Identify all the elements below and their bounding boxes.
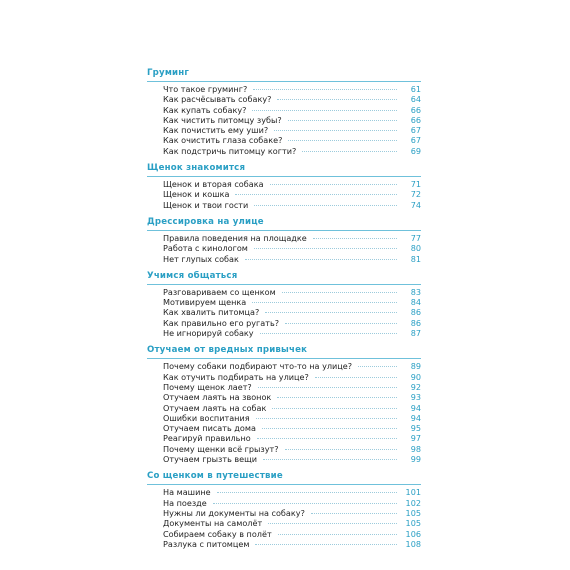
section-title: Дрессировка на улице — [147, 216, 264, 227]
entry-title: Нет глупых собак — [163, 253, 239, 264]
dot-leader — [277, 397, 397, 398]
toc-entry — [163, 94, 421, 104]
dot-leader — [315, 377, 397, 378]
dot-leader — [252, 110, 397, 111]
section-title: Щенок знакомится — [147, 163, 246, 174]
toc-entry — [163, 233, 421, 243]
dot-leader — [285, 323, 397, 324]
toc-entry-list — [147, 361, 421, 464]
toc-entry — [163, 382, 421, 392]
page-number: 86 — [410, 307, 421, 318]
entry-title: Почему щенки всё грызут? — [163, 443, 279, 454]
entry-title: Как правильно его ругать? — [163, 317, 280, 328]
dot-leader — [272, 408, 397, 409]
page-number: 84 — [410, 297, 421, 308]
entry-title: Реагируй правильно — [163, 433, 251, 444]
page-number: 101 — [405, 487, 421, 498]
toc-entry — [163, 413, 421, 423]
entry-title: Отучаем грызть вещи — [163, 454, 258, 465]
page-number: 93 — [410, 392, 421, 403]
dot-leader — [277, 99, 397, 100]
dot-leader — [288, 120, 397, 121]
dot-leader — [235, 194, 397, 195]
entry-title: Как отучить подбирать на улице? — [163, 371, 309, 382]
page-number: 97 — [410, 433, 421, 444]
toc-entry-list — [147, 179, 421, 210]
page-number: 67 — [410, 135, 421, 146]
page-number: 83 — [410, 286, 421, 297]
dot-leader — [313, 238, 397, 239]
section-divider — [147, 230, 421, 231]
dot-leader — [245, 259, 397, 260]
dot-leader — [217, 492, 397, 493]
entry-title: Щенок и вторая собака — [163, 179, 264, 190]
toc-section — [147, 162, 421, 210]
page-number: 72 — [410, 189, 421, 200]
section-title: Учимся общаться — [147, 270, 238, 281]
section-divider — [147, 176, 421, 177]
dot-leader — [262, 428, 397, 429]
entry-title: На машине — [163, 487, 211, 498]
toc-section — [147, 216, 421, 264]
entry-title: На поезде — [163, 497, 207, 508]
entry-title: Не игнорируй собаку — [163, 328, 254, 339]
toc-section — [147, 67, 421, 156]
dot-leader — [254, 248, 397, 249]
dot-leader — [278, 534, 397, 535]
dot-leader — [285, 449, 397, 450]
page-number: 74 — [410, 199, 421, 210]
page-number: 61 — [410, 84, 421, 94]
page-number: 66 — [410, 104, 421, 115]
toc-entry — [163, 297, 421, 307]
page-number: 87 — [410, 328, 421, 339]
toc-entry — [163, 372, 421, 382]
page-number: 80 — [410, 243, 421, 254]
dot-leader — [265, 312, 397, 313]
section-title: Груминг — [147, 68, 190, 78]
toc-entry — [163, 444, 421, 454]
toc-entry — [163, 200, 421, 210]
entry-title: Ошибки воспитания — [163, 412, 250, 423]
entry-title: Щенок и твои гости — [163, 199, 249, 210]
toc-entry — [163, 454, 421, 464]
toc-entry — [163, 189, 421, 199]
toc-entry — [163, 84, 421, 94]
toc-entry — [163, 529, 421, 539]
page-number: 71 — [410, 179, 421, 190]
entry-title: Правила поведения на площадке — [163, 232, 307, 243]
toc-entry — [163, 254, 421, 264]
entry-title: Разговариваем со щенком — [163, 286, 276, 297]
entry-title: Как хвалить питомца? — [163, 307, 260, 318]
toc-entry-list — [147, 287, 421, 338]
entry-title: Разлука с питомцем — [163, 538, 250, 549]
toc-entry — [163, 179, 421, 189]
entry-title: Мотивируем щенка — [163, 297, 247, 308]
entry-title: Работа с кинологом — [163, 243, 248, 254]
dot-leader — [252, 302, 397, 303]
page-number: 89 — [410, 361, 421, 372]
entry-title: Нужны ли документы на собаку? — [163, 507, 305, 518]
toc-entry — [163, 125, 421, 135]
toc-entry — [163, 539, 421, 549]
dot-leader — [257, 438, 397, 439]
toc-entry-list — [147, 84, 421, 156]
dot-leader — [254, 205, 397, 206]
dot-leader — [268, 523, 397, 524]
page-number: 92 — [410, 381, 421, 392]
page-number: 69 — [410, 145, 421, 156]
entry-title: Как почистить ему уши? — [163, 125, 269, 136]
page-number: 102 — [405, 497, 421, 508]
table-of-contents — [147, 67, 421, 555]
section-title: Со щенком в путешествие — [147, 471, 283, 482]
page-number: 94 — [410, 412, 421, 423]
page-number: 108 — [405, 538, 421, 549]
dot-leader — [260, 333, 397, 334]
section-title: Отучаем от вредных привычек — [147, 345, 308, 356]
toc-entry — [163, 518, 421, 528]
toc-entry — [163, 403, 421, 413]
toc-entry — [163, 318, 421, 328]
dot-leader — [311, 513, 397, 514]
toc-entry — [163, 433, 421, 443]
dot-leader — [263, 459, 397, 460]
dot-leader — [253, 89, 397, 90]
section-divider — [147, 358, 421, 359]
entry-title: Почему щенок лает? — [163, 381, 252, 392]
dot-leader — [358, 366, 397, 367]
page-number: 105 — [405, 518, 421, 529]
toc-entry — [163, 487, 421, 497]
section-divider — [147, 284, 421, 285]
page-number: 99 — [410, 454, 421, 465]
entry-title: Отучаем лаять на звонок — [163, 392, 272, 403]
section-divider — [147, 484, 421, 485]
entry-title: Почему собаки подбирают что-то на улице? — [163, 361, 353, 372]
dot-leader — [213, 503, 397, 504]
dot-leader — [274, 130, 397, 131]
dot-leader — [258, 387, 397, 388]
toc-entry — [163, 307, 421, 317]
dot-leader — [270, 184, 397, 185]
page-number: 105 — [405, 507, 421, 518]
toc-section — [147, 270, 421, 338]
page-number: 90 — [410, 371, 421, 382]
dot-leader — [256, 418, 397, 419]
dot-leader — [282, 292, 397, 293]
section-divider — [147, 81, 421, 82]
page-number: 94 — [410, 402, 421, 413]
entry-title: Как чистить питомцу зубы? — [163, 114, 282, 125]
toc-entry — [163, 287, 421, 297]
page-number: 98 — [410, 443, 421, 454]
toc-entry — [163, 328, 421, 338]
dot-leader — [302, 151, 397, 152]
entry-title: Как подстричь питомцу когти? — [163, 145, 297, 156]
entry-title: Отучаем лаять на собак — [163, 402, 267, 413]
toc-entry — [163, 392, 421, 402]
toc-entry-list — [147, 233, 421, 264]
page-number: 67 — [410, 125, 421, 136]
toc-entry — [163, 115, 421, 125]
page-number: 95 — [410, 423, 421, 434]
toc-entry — [163, 105, 421, 115]
toc-entry — [163, 508, 421, 518]
page-number: 106 — [405, 528, 421, 539]
toc-entry-list — [147, 487, 421, 549]
page-number: 64 — [410, 94, 421, 105]
toc-entry — [163, 498, 421, 508]
dot-leader — [288, 140, 397, 141]
page-number: 86 — [410, 317, 421, 328]
page-number: 66 — [410, 114, 421, 125]
entry-title: Что такое груминг? — [163, 84, 248, 94]
entry-title: Как расчёсывать собаку? — [163, 94, 272, 105]
toc-entry — [163, 423, 421, 433]
dot-leader — [255, 544, 397, 545]
entry-title: Собираем собаку в полёт — [163, 528, 272, 539]
toc-entry — [163, 361, 421, 371]
entry-title: Как очистить глаза собаке? — [163, 135, 283, 146]
entry-title: Щенок и кошка — [163, 189, 230, 200]
entry-title: Отучаем писать дома — [163, 423, 256, 434]
entry-title: Документы на самолёт — [163, 518, 263, 529]
toc-section — [147, 470, 421, 549]
toc-section — [147, 344, 421, 464]
toc-entry — [163, 135, 421, 145]
page-number: 81 — [410, 253, 421, 264]
page-number: 77 — [410, 232, 421, 243]
entry-title: Как купать собаку? — [163, 104, 247, 115]
toc-entry — [163, 243, 421, 253]
toc-entry — [163, 146, 421, 156]
